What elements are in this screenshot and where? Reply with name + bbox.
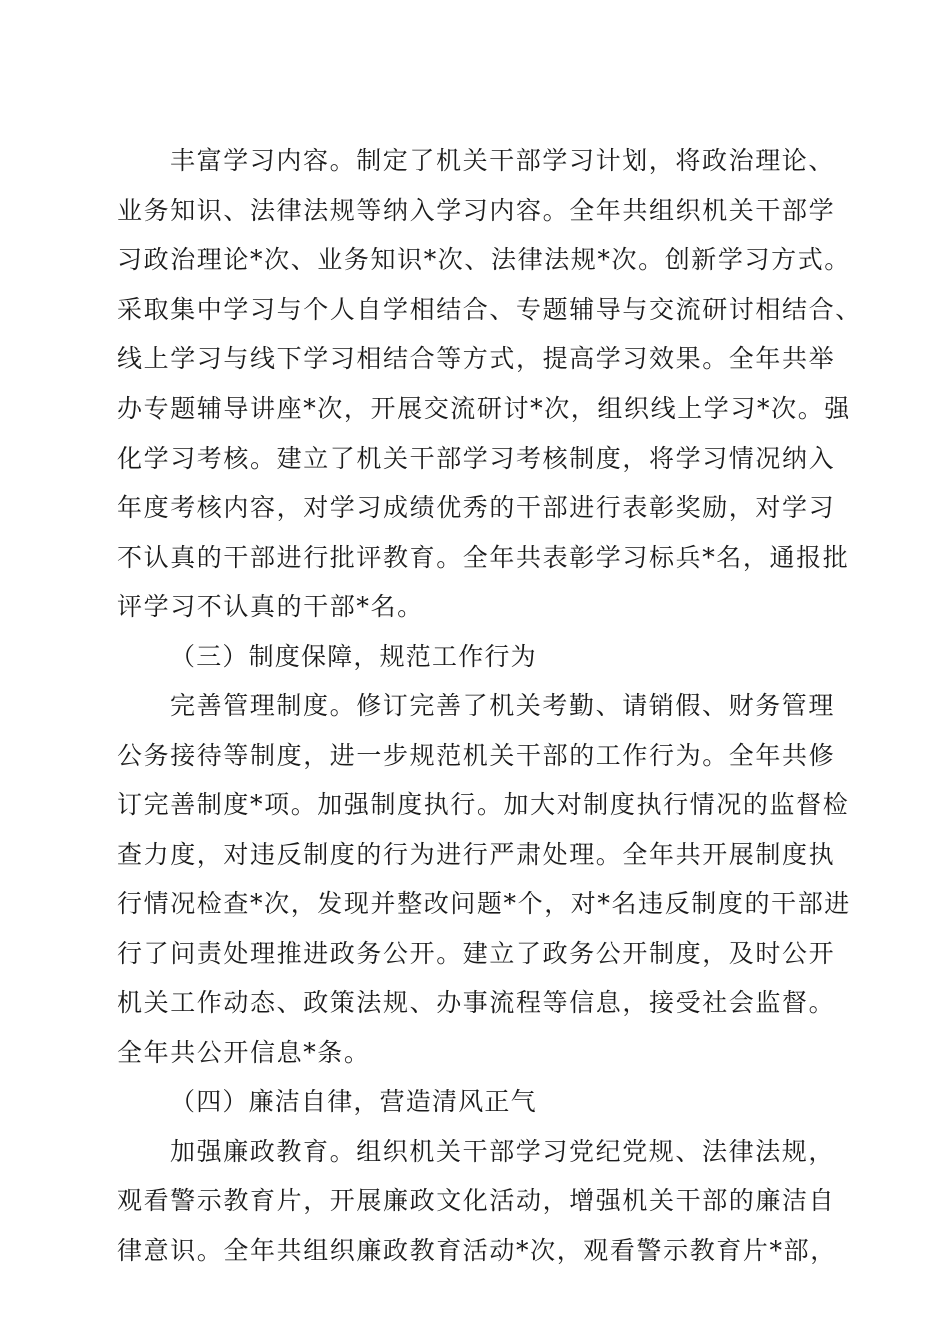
paragraph-line: 完善管理制度。修订完善了机关考勤、请销假、财务管理 — [170, 691, 836, 720]
paragraph-line: 查力度，对违反制度的行为进行严肃处理。全年共开展制度执 — [117, 840, 836, 869]
paragraph-line: 不认真的干部进行批评教育。全年共表彰学习标兵*名，通报批 — [117, 543, 850, 572]
paragraph-line: 公务接待等制度，进一步规范机关干部的工作行为。全年共修 — [117, 741, 836, 770]
paragraph-line: 办专题辅导讲座*次，开展交流研讨*次，组织线上学习*次。强 — [117, 394, 851, 423]
paragraph-line: 线上学习与线下学习相结合等方式，提高学习效果。全年共举 — [117, 344, 836, 373]
paragraph-line: 业务知识、法律法规等纳入学习内容。全年共组织机关干部学 — [117, 196, 836, 225]
paragraph-line: 订完善制度*项。加强制度执行。加大对制度执行情况的监督检 — [117, 790, 850, 819]
paragraph-line: 机关工作动态、政策法规、办事流程等信息，接受社会监督。 — [117, 988, 836, 1017]
paragraph-line: 习政治理论*次、业务知识*次、法律法规*次。创新学习方式。 — [117, 245, 851, 274]
paragraph-line: 化学习考核。建立了机关干部学习考核制度，将学习情况纳入 — [117, 444, 836, 473]
paragraph-line: 行情况检查*次，发现并整改问题*个，对*名违反制度的干部进 — [117, 889, 851, 918]
paragraph-line: 观看警示教育片，开展廉政文化活动，增强机关干部的廉洁自 — [117, 1186, 836, 1215]
paragraph-line: 丰富学习内容。制定了机关干部学习计划，将政治理论、 — [170, 146, 836, 175]
section-heading: （三）制度保障，规范工作行为 — [170, 642, 537, 671]
paragraph-line: 律意识。全年共组织廉政教育活动*次，观看警示教育片*部， — [117, 1236, 837, 1265]
paragraph-line: 评学习不认真的干部*名。 — [117, 592, 424, 621]
paragraph-line: 全年共公开信息*条。 — [117, 1038, 371, 1067]
paragraph-line: 年度考核内容，对学习成绩优秀的干部进行表彰奖励，对学习 — [117, 493, 836, 522]
section-heading: （四）廉洁自律，营造清风正气 — [170, 1087, 537, 1116]
paragraph-line: 采取集中学习与个人自学相结合、专题辅导与交流研讨相结合、 — [117, 295, 862, 324]
paragraph-line: 行了问责处理推进政务公开。建立了政务公开制度，及时公开 — [117, 939, 836, 968]
paragraph-line: 加强廉政教育。组织机关干部学习党纪党规、法律法规， — [170, 1137, 836, 1166]
